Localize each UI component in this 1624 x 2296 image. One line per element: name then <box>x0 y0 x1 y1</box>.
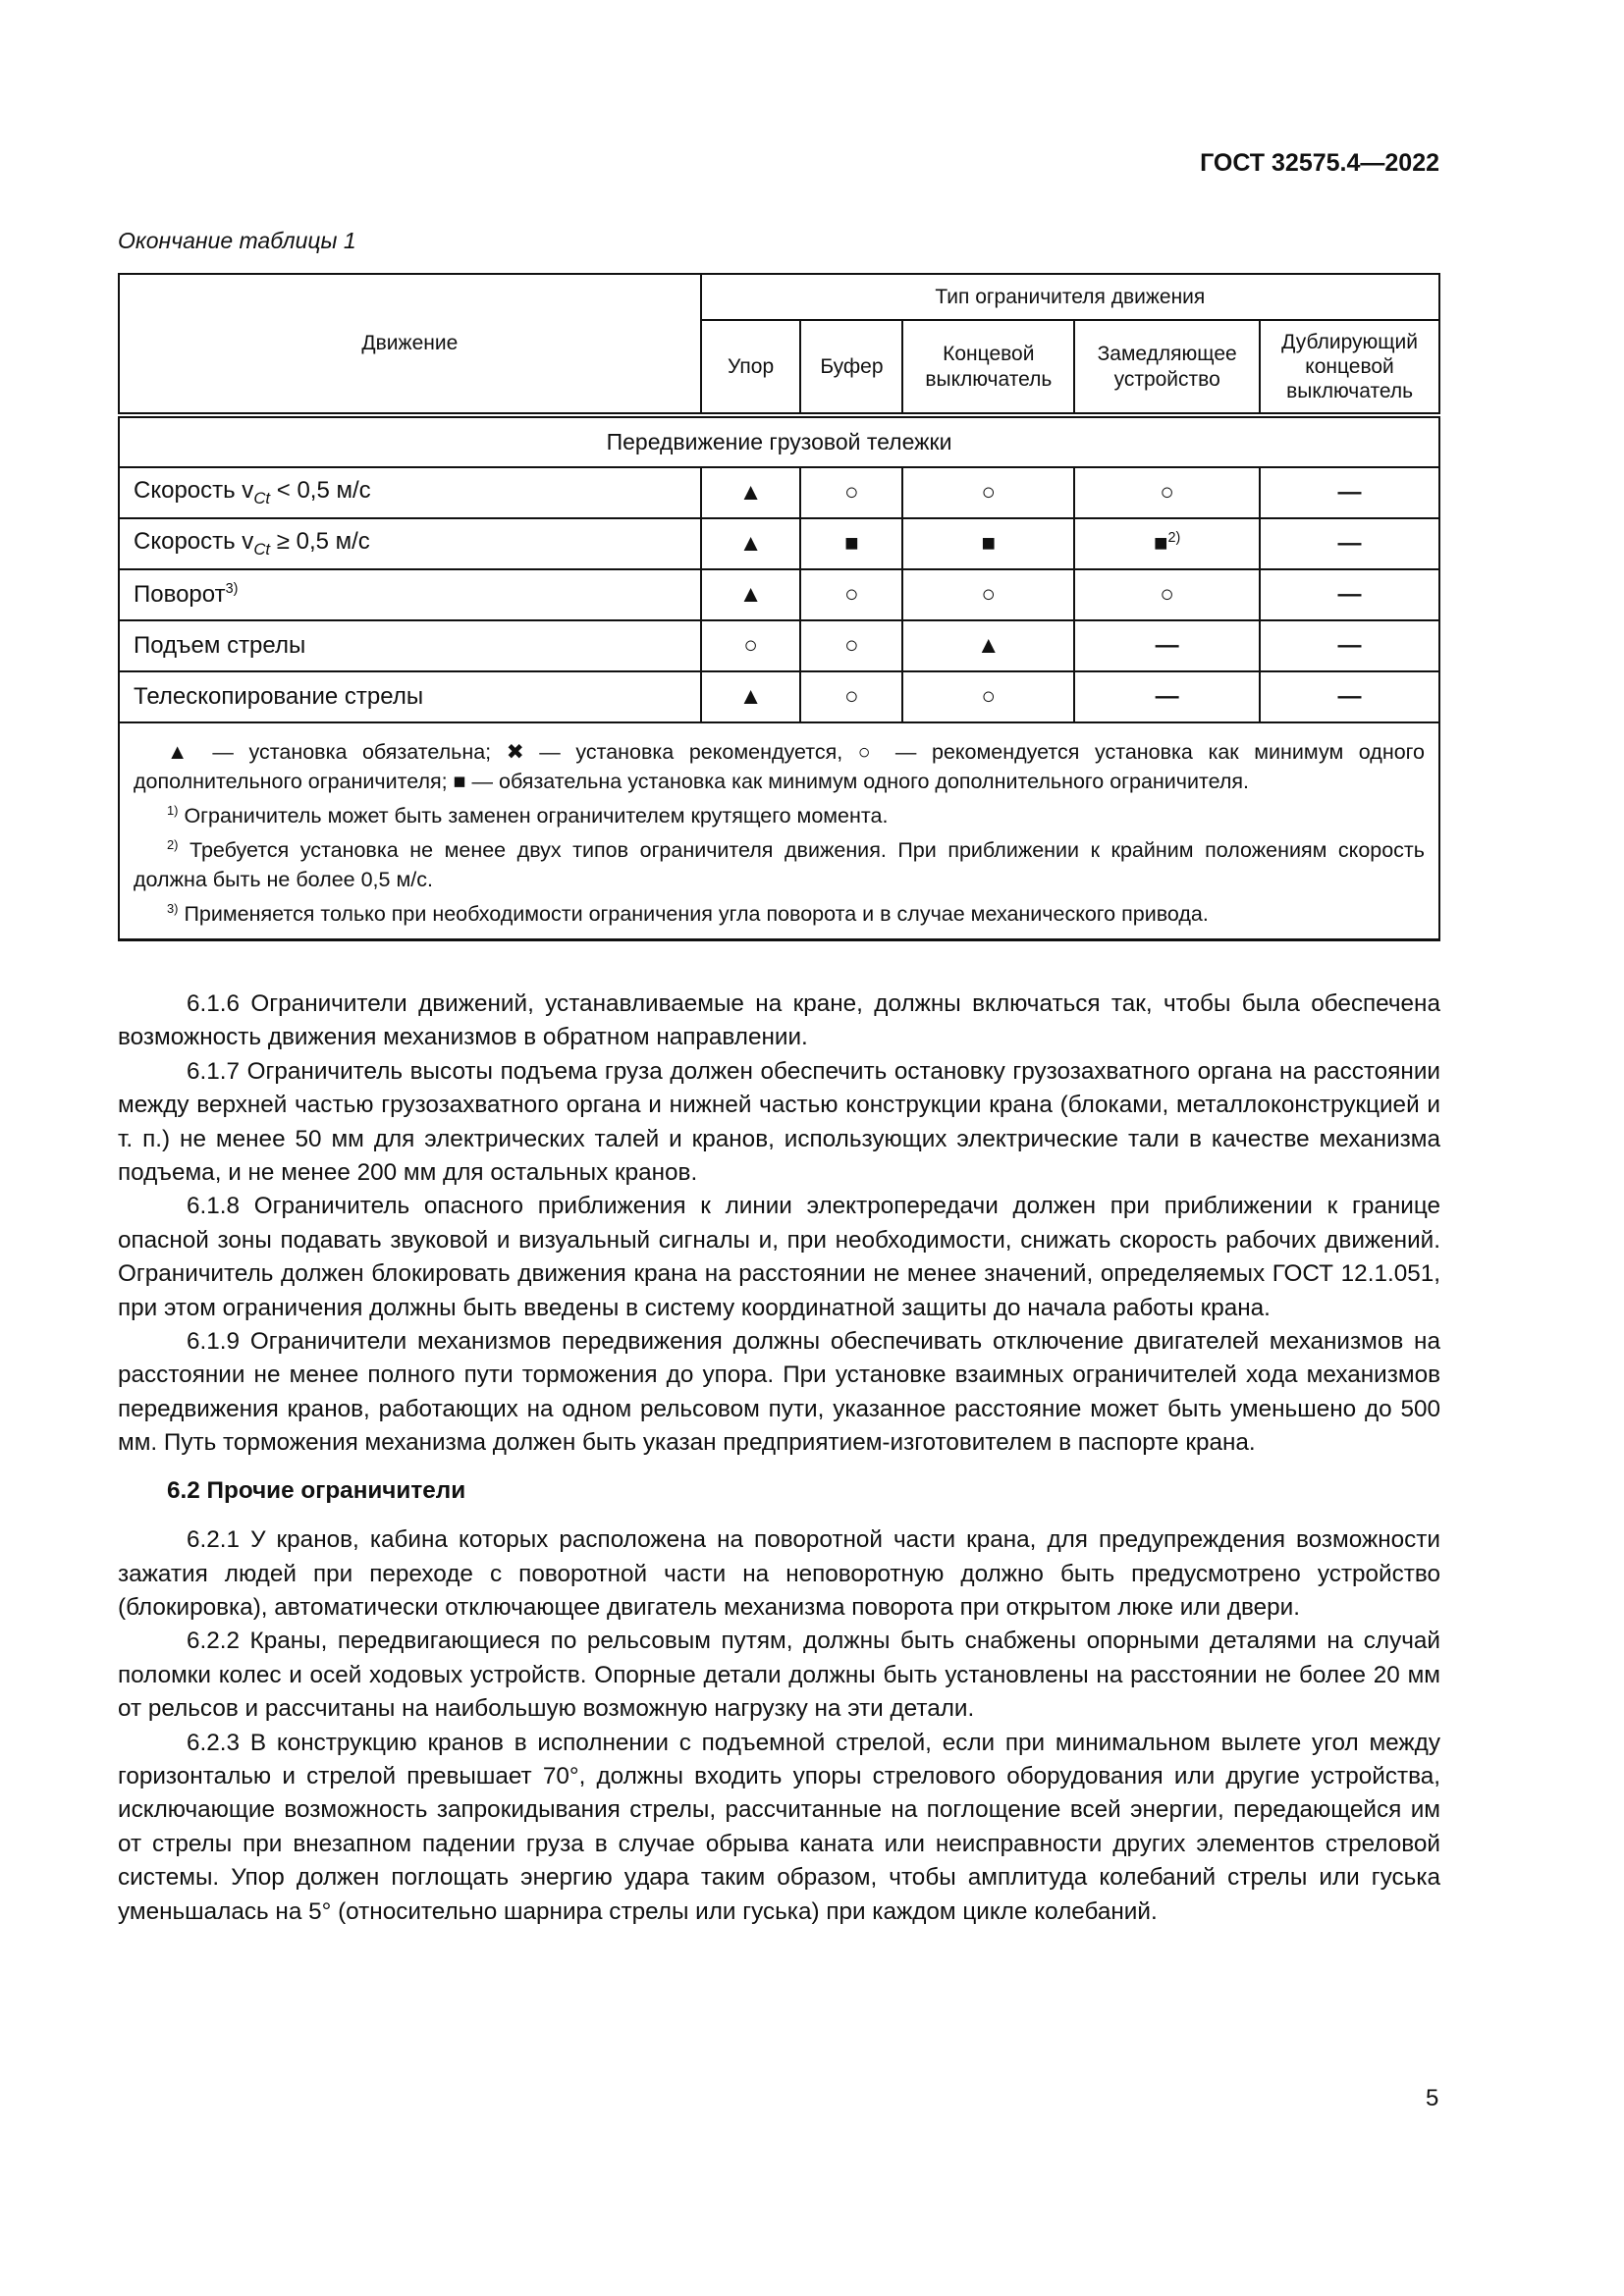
row-cell: ▲ <box>701 518 801 569</box>
row-cell: — <box>1074 671 1260 722</box>
section-row: Передвижение грузовой тележки <box>119 415 1439 467</box>
header-col: Буфер <box>800 320 902 415</box>
row-cell: — <box>1260 467 1439 518</box>
paragraph: 6.1.7 Ограничитель высоты подъема груза должен обеспечить остановку грузозахватного органа на расстоянии между верхней частью грузозахватного органа и нижней частью конструкции крана (блоками, металлоконструкцией и т. п.) не менее 50 мм для электрических талей и кранов, использующих электрические тали в качестве механизма подъема, и не менее 200 мм для остальных кранов. <box>118 1057 1440 1187</box>
row-cell: ○ <box>701 620 801 671</box>
row-cell: ▲ <box>701 569 801 620</box>
row-cell: ○ <box>902 467 1074 518</box>
section-heading: 6.2 Прочие ограничители <box>167 1476 466 1504</box>
table-caption: Окончание таблицы 1 <box>118 228 356 253</box>
table-row <box>119 569 1439 620</box>
row-cell: — <box>1260 569 1439 620</box>
row-cell: ▲ <box>701 671 801 722</box>
paragraph: 6.2.2 Краны, передвигающиеся по рельсовым путям, должны быть снабжены опорными деталями на случай поломки колес и осей ходовых устройств. Опорные детали должны быть установлены на расстоянии не более 20 мм от рельсов и рассчитаны на наибольшую возможную нагрузку на эти детали. <box>118 1628 1440 1723</box>
paragraph: 6.2.1 У кранов, кабина которых расположена на поворотной части крана, для предупреждения возможности зажатия людей при переходе с поворотной части на неповоротную должно быть предусмотрено устройство (блокировка), автоматически отключающее двигатель механизма поворота при открытом люке или двери. <box>118 1526 1440 1621</box>
document-header: ГОСТ 32575.4—2022 <box>1200 149 1439 177</box>
row-label: Скорость $v_{Ct} < 0,5$ м/с <box>119 467 701 518</box>
header-col: Замедляющее устройство <box>1074 320 1260 415</box>
paragraph: 6.2.3 В конструкцию кранов в исполнении с подъемной стрелой, если при минимальном вылете угол между горизонталью и стрелой превышает 70°, должны входить упоры стрелового оборудования или другие устройства, исключающие возможность запрокидывания стрелы, рассчитанные на поглощение всей энергии, передающейся им от стрелы при внезапном падении груза в случае обрыва каната или неисправности других элементов стреловой системы. Упор должен поглощать энергию удара таким образом, чтобы амплитуда колебаний стрелы или гуська уменьшалась на 5° (относительно шарнира стрелы или гуська) при каждом цикле колебаний. <box>118 1729 1440 1925</box>
row-label: Поворот$^{3)}$ <box>119 569 701 620</box>
body-text <box>118 988 1440 1929</box>
row-cell: ○ <box>800 467 902 518</box>
paragraph: 6.1.6 Ограничители движений, устанавливаемые на кране, должны включаться так, чтобы была обеспечена возможность движения механизмов в обратном направлении. <box>118 990 1440 1051</box>
table-footnote: $^{3)}$ Применяется только при необходимости ограничения угла поворота и в случае механического привода. <box>167 901 1209 927</box>
row-cell: ○ <box>902 569 1074 620</box>
table-legend <box>119 722 1439 940</box>
paragraph: 6.1.8 Ограничитель опасного приближения к линии электропередачи должен при приближении к границе опасной зоны подавать звуковой и визуальный сигналы и, при необходимости, снижать скорость рабочих движений. Ограничитель должен блокировать движения крана на расстоянии не менее значений, определяемых ГОСТ 12.1.051, при этом ограничения должны быть введены в систему координатной защиты до начала работы крана. <box>118 1193 1440 1321</box>
paragraph: 6.1.9 Ограничители механизмов передвижения должны обеспечивать отключение двигателей механизмов на расстоянии не менее полного пути торможения до упора. При установке взаимных ограничителей хода механизмов передвижения кранов, работающих на одном рельсовом пути, указанное расстояние может быть уменьшено до 500 мм. Путь торможения механизма должен быть указан предприятием-изготовителем в паспорте крана. <box>118 1328 1440 1457</box>
table-footnote: $^{1)}$ Ограничитель может быть заменен ограничителем крутящего момента. <box>167 803 889 828</box>
header-col: Дублирующий концевой выключатель <box>1260 320 1439 415</box>
row-cell: ○ <box>902 671 1074 722</box>
row-label: Подъем стрелы <box>119 620 701 671</box>
row-cell: ○ <box>800 671 902 722</box>
row-cell: ○ <box>1074 467 1260 518</box>
row-cell: — <box>1260 518 1439 569</box>
header-movement: Движение <box>119 274 701 415</box>
table-row <box>119 620 1439 671</box>
header-group: Тип ограничителя движения <box>701 274 1439 320</box>
table-footnote: $^{2)}$ Требуется установка не менее двух типов ограничителя движения. При приближении к крайним положениям скорость должна быть не более 0,5 м/с. <box>134 837 1425 892</box>
row-cell: ▲ <box>701 467 801 518</box>
row-cell: — <box>1260 671 1439 722</box>
row-cell: ○ <box>800 569 902 620</box>
table-row <box>119 467 1439 518</box>
row-cell: ○ <box>1074 569 1260 620</box>
row-label: Телескопирование стрелы <box>119 671 701 722</box>
legend-text: ▲ — установка обязательна; ✖ — установка рекомендуется, ○ — рекомендуется установка как минимум одного дополнительного ограничителя; ■ — обязательна установка как минимум одного дополнительного ограничителя. <box>134 740 1425 793</box>
row-cell: ▲ <box>902 620 1074 671</box>
table-row <box>119 518 1439 569</box>
header-col: Концевой выключатель <box>902 320 1074 415</box>
row-cell: ■ <box>902 518 1074 569</box>
header-col: Упор <box>701 320 801 415</box>
page-number: 5 <box>1426 2085 1439 2111</box>
row-cell: ■$^{2)}$ <box>1074 518 1260 569</box>
limiters-table <box>118 273 1440 941</box>
row-label: Скорость $v_{Ct} \ge 0,5$ м/с <box>119 518 701 569</box>
table-row <box>119 671 1439 722</box>
row-cell: — <box>1260 620 1439 671</box>
row-cell: ■ <box>800 518 902 569</box>
row-cell: — <box>1074 620 1260 671</box>
row-cell: ○ <box>800 620 902 671</box>
